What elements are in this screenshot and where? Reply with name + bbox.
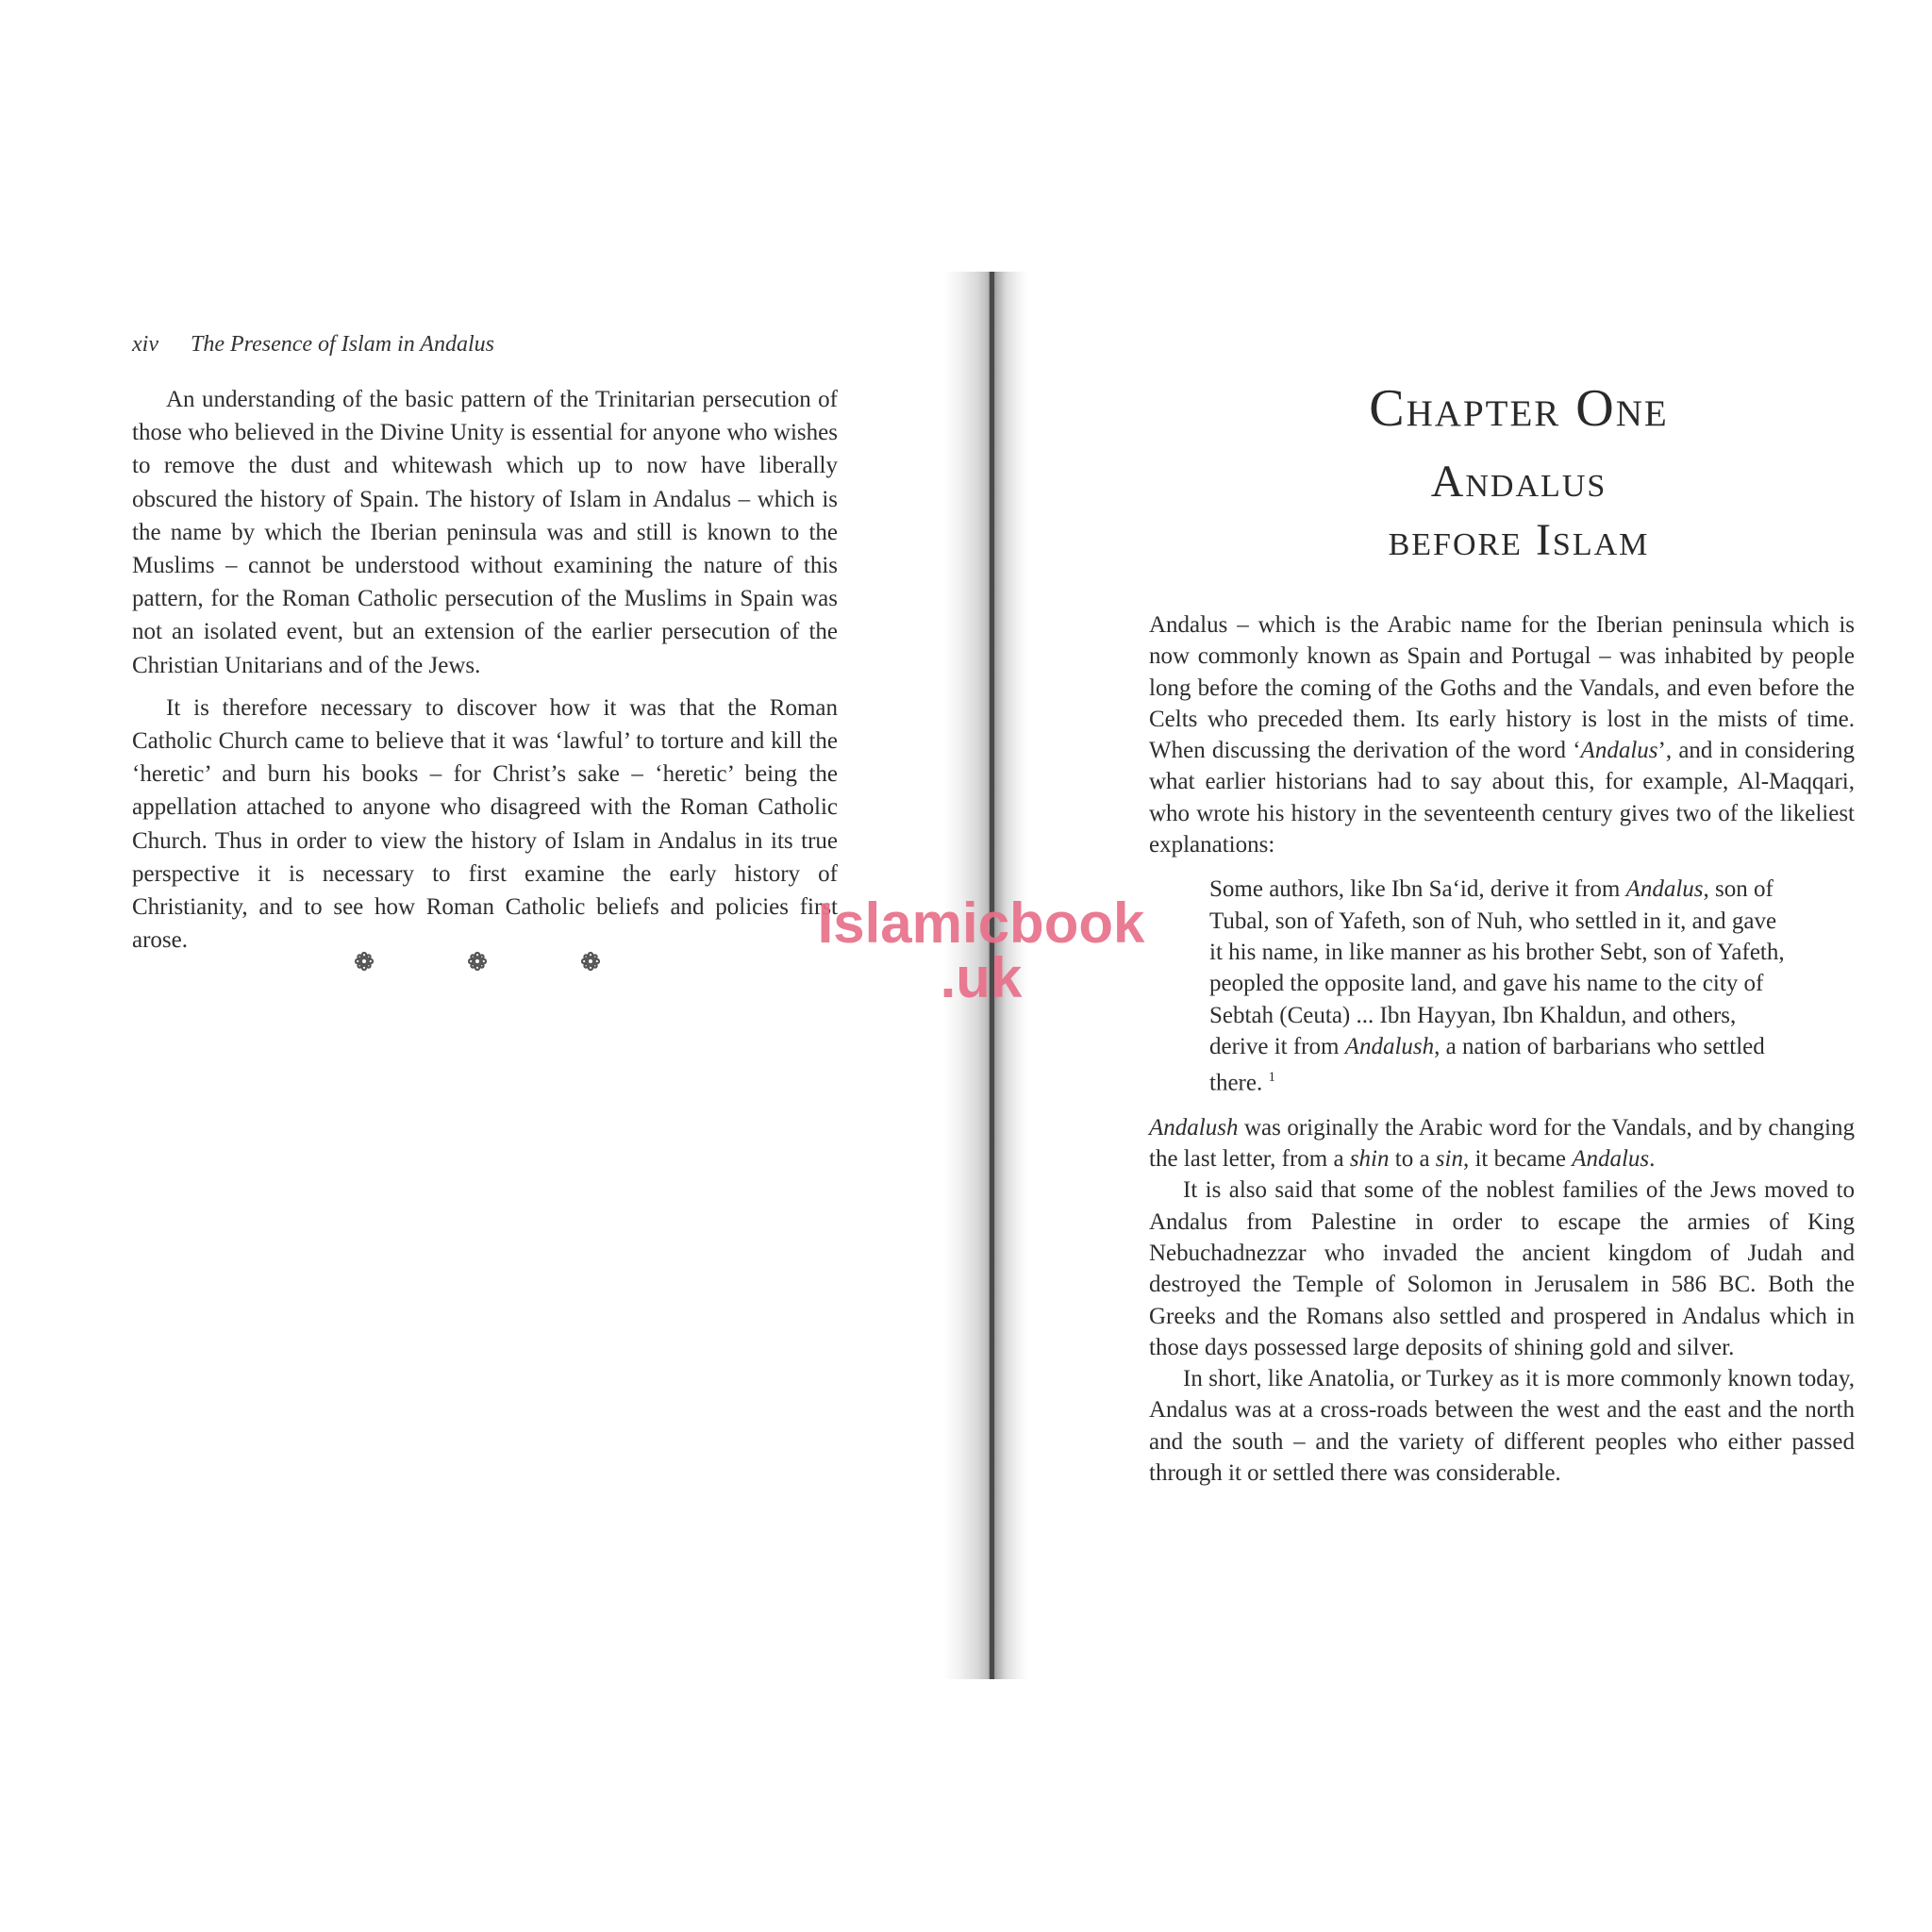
italic-term: shin: [1349, 1146, 1390, 1173]
footnote-marker: 1: [1268, 1070, 1275, 1086]
flower-ornament-icon: [354, 951, 375, 972]
italic-term: Andalus: [1572, 1146, 1650, 1173]
left-paragraph-1: An understanding of the basic pattern of the Trinitarian persecution of those who believed in the Divine Unity is essential for anyone who wishes to remove the dust and whitewash which up to now have liberally obscured the history of Spain. The history of Islam in Andalus – which is the name by which the Iberian peninsula was and still is known to the Muslims – cannot be understood without examining the nature of this pattern, for the Roman Catholic persecution of the Muslims in Spain was not an isolated event, but an extension of the earlier persecution of the Christian Unitarians and of the Jews.: [132, 387, 838, 678]
text-run: ’, and in considering what earlier historians had to say about this, for example, Al-Maqqari, who wrote his history in the seventeenth century gives two of the likeliest explanations:: [1149, 738, 1855, 858]
right-paragraph-4: In short, like Anatolia, or Turkey as it is more commonly known today, Andalus was at a cross-roads between the west and the east and the north and the south – and the variety of different peoples who either passed through it or settled there was considerable.: [1149, 1366, 1855, 1487]
italic-term: Andalush: [1344, 1033, 1435, 1059]
right-paragraph-2: [1149, 1112, 1855, 1175]
text-run: , a nation of barbarians who settled there.: [1209, 1033, 1765, 1096]
chapter-heading: [1151, 375, 1887, 570]
right-paragraph-1: [1149, 609, 1855, 860]
chapter-number: Chapter One: [1369, 379, 1669, 438]
watermark-line-1: Islamicbook: [817, 891, 1145, 955]
italic-term: Andalush: [1149, 1114, 1239, 1141]
flower-ornament-icon: [580, 951, 601, 972]
text-run: .: [1649, 1146, 1656, 1173]
block-quotation: [1209, 874, 1794, 1098]
section-break-ornaments: [354, 951, 637, 979]
text-run: Andalus – which is the Arabic name for the Iberian peninsula which is now commonly known as Spain and Portugal – was inhabited by people long before the coming of the Goths and the Vandals, and even before the Celts who preceded them. Its early history is lost in the mists of time. When discussing the derivation of the word ‘: [1149, 612, 1855, 764]
text-run: Some authors, like Ibn Sa‘id, derive it from: [1209, 876, 1626, 903]
watermark-line-2: .uk: [940, 946, 1023, 1009]
watermark: [811, 891, 1151, 1009]
text-run: , it became: [1462, 1146, 1573, 1173]
left-body-text: [132, 383, 838, 966]
right-paragraph-3: It is also said that some of the noblest families of the Jews moved to Andalus from Palestine in order to escape the armies of King Nebuchadnezzar who invaded the ancient kingdom of Judah and destroyed the Temple of Solomon in Jerusalem in 586 BC. Both the Greeks and the Romans also settled and prospered in Andalus which in those days possessed large deposits of shining gold and silver.: [1149, 1177, 1855, 1360]
chapter-title-line-1: Andalus: [1430, 457, 1607, 507]
page-number: xiv: [132, 332, 158, 357]
right-body-text: [1149, 609, 1855, 1489]
chapter-title-line-2: before Islam: [1388, 515, 1650, 565]
italic-term: Andalus: [1580, 738, 1658, 764]
running-header: [132, 332, 849, 358]
text-run: , son of Tubal, son of Yafeth, son of Nuh, who settled in it, and gave it his name, in like manner as his brother Sebt, son of Yafeth, peopled the opposite land, and gave his name to the city of Sebtah (Ceuta) ... Ibn Hayyan, Ibn Khaldun, and others, derive it from: [1209, 876, 1785, 1059]
text-run: was originally the Arabic word for the Vandals, and by changing the last letter, from a: [1149, 1114, 1855, 1173]
left-paragraph-2: It is therefore necessary to discover how it was that the Roman Catholic Church came to believe that it was ‘lawful’ to torture and kill the ‘heretic’ and burn his books – for Christ’s sake – ‘heretic’ being the appellation attached to anyone who disagreed with the Roman Catholic Church. Thus in order to view the history of Islam in Andalus in its true perspective it is necessary to first examine the early history of Christianity, and to see how Roman Catholic beliefs and policies first arose.: [132, 694, 838, 954]
italic-term: sin: [1435, 1146, 1463, 1173]
running-title: The Presence of Islam in Andalus: [190, 332, 494, 357]
text-run: to a: [1389, 1146, 1436, 1173]
flower-ornament-icon: [467, 951, 488, 972]
italic-term: Andalus: [1625, 876, 1704, 903]
